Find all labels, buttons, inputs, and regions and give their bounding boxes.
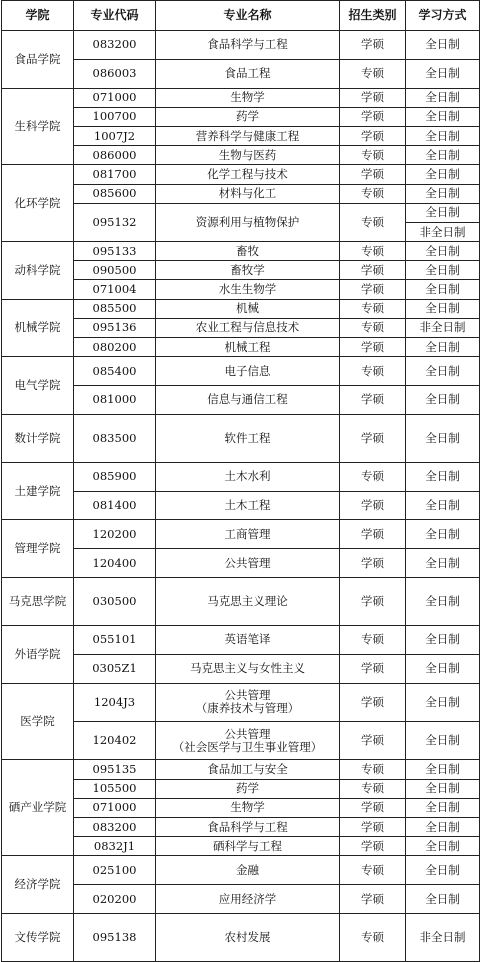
type-cell: 专硕 (340, 913, 406, 961)
type-cell: 专硕 (340, 59, 406, 88)
code-cell: 1204J3 (74, 683, 156, 721)
college-cell: 管理学院 (2, 520, 74, 578)
major-line: 公共管理 (224, 555, 271, 570)
table-row (2, 338, 480, 357)
major-line: 食品科学与工程 (207, 37, 288, 52)
header-major: 专业名称 (156, 1, 340, 31)
code-cell: 100700 (74, 107, 156, 126)
type-cell: 学硕 (340, 338, 406, 357)
type-cell: 专硕 (340, 779, 406, 798)
table-row (2, 386, 480, 415)
program-table (1, 0, 480, 962)
major-line: 食品工程 (224, 66, 271, 81)
type-cell: 学硕 (340, 414, 406, 462)
major-cell (156, 338, 340, 357)
type-cell: 专硕 (340, 242, 406, 261)
code-cell: 086000 (74, 146, 156, 165)
type-cell: 学硕 (340, 837, 406, 856)
table-row (2, 261, 480, 280)
mode-cell: 全日制 (406, 683, 480, 721)
college-cell: 机械学院 (2, 299, 74, 357)
mode-cell: 全日制 (406, 280, 480, 299)
table-row (2, 779, 480, 798)
major-cell (156, 280, 340, 299)
major-line: 材料与化工 (218, 186, 277, 201)
mode-cell: 全日制 (406, 760, 480, 779)
major-line: 食品科学与工程 (207, 819, 288, 834)
major-cell (156, 203, 340, 241)
type-cell: 专硕 (340, 299, 406, 318)
code-cell: 080200 (74, 338, 156, 357)
college-cell: 硒产业学院 (2, 760, 74, 856)
type-cell: 学硕 (340, 88, 406, 107)
table-row (2, 462, 480, 491)
mode-cell: 全日制 (406, 107, 480, 126)
major-cell (156, 578, 340, 626)
code-cell: 055101 (74, 626, 156, 655)
mode-cell: 全日制 (406, 578, 480, 626)
major-line: 公共管理 (224, 726, 271, 741)
code-cell: 081000 (74, 386, 156, 415)
table-row (2, 578, 480, 626)
code-cell: 1007J2 (74, 126, 156, 145)
mode-cell: 全日制 (406, 126, 480, 145)
code-cell: 020200 (74, 885, 156, 914)
table-row (2, 856, 480, 885)
table-row (2, 520, 480, 549)
college-cell: 土建学院 (2, 462, 74, 520)
major-line: 化学工程与技术 (207, 166, 288, 181)
major-line: 软件工程 (224, 430, 271, 445)
major-cell (156, 913, 340, 961)
code-cell: 095132 (74, 203, 156, 241)
type-cell: 专硕 (340, 357, 406, 386)
code-cell: 071000 (74, 88, 156, 107)
table-row (2, 146, 480, 165)
table-row (2, 683, 480, 721)
type-cell: 学硕 (340, 261, 406, 280)
college-cell: 经济学院 (2, 856, 74, 914)
mode-cell: 非全日制 (406, 222, 480, 241)
header-college: 学院 (2, 1, 74, 31)
major-line: 生物学 (230, 800, 265, 815)
header-row (2, 1, 480, 31)
table-row (2, 318, 480, 337)
mode-cell: 全日制 (406, 721, 480, 759)
type-cell: 学硕 (340, 798, 406, 817)
mode-cell: 全日制 (406, 626, 480, 655)
table-row (2, 654, 480, 683)
major-cell (156, 386, 340, 415)
table-row (2, 107, 480, 126)
major-cell (156, 357, 340, 386)
mode-cell: 全日制 (406, 549, 480, 578)
major-cell (156, 654, 340, 683)
table-row (2, 242, 480, 261)
type-cell: 学硕 (340, 721, 406, 759)
table-row (2, 414, 480, 462)
code-cell: 120200 (74, 520, 156, 549)
major-cell (156, 885, 340, 914)
major-cell (156, 798, 340, 817)
table-row (2, 126, 480, 145)
major-line: （社会医学与卫生事业管理） (172, 739, 323, 754)
major-cell (156, 721, 340, 759)
code-cell: 0832J1 (74, 837, 156, 856)
table-row (2, 203, 480, 222)
code-cell: 071004 (74, 280, 156, 299)
code-cell: 0305Z1 (74, 654, 156, 683)
type-cell: 学硕 (340, 817, 406, 836)
table-row (2, 837, 480, 856)
mode-cell: 全日制 (406, 462, 480, 491)
major-line: 马克思主义与女性主义 (190, 661, 305, 676)
mode-cell: 全日制 (406, 779, 480, 798)
college-cell: 文传学院 (2, 913, 74, 961)
major-line: 农业工程与信息技术 (195, 320, 300, 335)
table-row (2, 31, 480, 60)
type-cell: 专硕 (340, 146, 406, 165)
major-line: 应用经济学 (218, 891, 277, 906)
code-cell: 030500 (74, 578, 156, 626)
type-cell: 学硕 (340, 491, 406, 520)
mode-cell: 全日制 (406, 59, 480, 88)
major-line: 电子信息 (224, 363, 271, 378)
mode-cell: 全日制 (406, 885, 480, 914)
college-cell: 动科学院 (2, 242, 74, 300)
mode-cell: 全日制 (406, 654, 480, 683)
mode-cell: 全日制 (406, 520, 480, 549)
mode-cell: 全日制 (406, 88, 480, 107)
table-row (2, 280, 480, 299)
major-cell (156, 59, 340, 88)
table-row (2, 721, 480, 759)
mode-cell: 全日制 (406, 184, 480, 203)
mode-cell: 全日制 (406, 798, 480, 817)
mode-cell: 全日制 (406, 242, 480, 261)
header-code: 专业代码 (74, 1, 156, 31)
type-cell: 学硕 (340, 31, 406, 60)
mode-cell: 全日制 (406, 357, 480, 386)
major-cell (156, 549, 340, 578)
code-cell: 085600 (74, 184, 156, 203)
type-cell: 专硕 (340, 203, 406, 241)
major-cell (156, 520, 340, 549)
mode-cell: 非全日制 (406, 318, 480, 337)
college-cell: 马克思学院 (2, 578, 74, 626)
mode-cell: 全日制 (406, 491, 480, 520)
major-cell (156, 462, 340, 491)
major-line: 机械 (236, 301, 259, 316)
table-body (2, 31, 480, 962)
major-line: （康养技术与管理） (195, 701, 300, 716)
mode-cell: 全日制 (406, 203, 480, 222)
table-row (2, 817, 480, 836)
major-line: 英语笔译 (224, 632, 271, 647)
header-mode: 学习方式 (406, 1, 480, 31)
table-row (2, 491, 480, 520)
code-cell: 083200 (74, 817, 156, 836)
college-cell: 食品学院 (2, 31, 74, 89)
code-cell: 095133 (74, 242, 156, 261)
major-cell (156, 779, 340, 798)
major-line: 药学 (236, 109, 259, 124)
code-cell: 095138 (74, 913, 156, 961)
major-cell (156, 165, 340, 184)
major-cell (156, 817, 340, 836)
college-cell: 化环学院 (2, 165, 74, 242)
major-line: 药学 (236, 781, 259, 796)
mode-cell: 全日制 (406, 31, 480, 60)
college-cell: 生科学院 (2, 88, 74, 165)
table-row (2, 760, 480, 779)
table-row (2, 59, 480, 88)
table-row (2, 184, 480, 203)
code-cell: 086003 (74, 59, 156, 88)
code-cell: 120402 (74, 721, 156, 759)
major-cell (156, 760, 340, 779)
major-line: 土木水利 (224, 469, 271, 484)
table-row (2, 549, 480, 578)
type-cell: 专硕 (340, 318, 406, 337)
table-row (2, 357, 480, 386)
code-cell: 083200 (74, 31, 156, 60)
major-cell (156, 88, 340, 107)
type-cell: 学硕 (340, 126, 406, 145)
type-cell: 专硕 (340, 184, 406, 203)
major-cell (156, 242, 340, 261)
mode-cell: 全日制 (406, 338, 480, 357)
type-cell: 专硕 (340, 462, 406, 491)
code-cell: 025100 (74, 856, 156, 885)
major-cell (156, 126, 340, 145)
major-line: 硒科学与工程 (213, 838, 282, 853)
mode-cell: 全日制 (406, 386, 480, 415)
code-cell: 085500 (74, 299, 156, 318)
major-line: 土木工程 (224, 498, 271, 512)
major-line: 马克思主义理论 (207, 594, 288, 608)
major-cell (156, 318, 340, 337)
major-line: 机械工程 (224, 339, 271, 354)
code-cell: 085400 (74, 357, 156, 386)
major-line: 工商管理 (224, 526, 271, 541)
table-row (2, 165, 480, 184)
header-type: 招生类别 (340, 1, 406, 31)
type-cell: 学硕 (340, 578, 406, 626)
type-cell: 学硕 (340, 885, 406, 914)
table-row (2, 913, 480, 961)
mode-cell: 全日制 (406, 165, 480, 184)
code-cell: 081400 (74, 491, 156, 520)
mode-cell: 非全日制 (406, 913, 480, 961)
major-line: 生物与医药 (218, 147, 277, 162)
mode-cell: 全日制 (406, 856, 480, 885)
type-cell: 学硕 (340, 280, 406, 299)
major-line: 资源利用与植物保护 (195, 214, 300, 229)
code-cell: 105500 (74, 779, 156, 798)
major-cell (156, 107, 340, 126)
major-cell (156, 683, 340, 721)
type-cell: 专硕 (340, 626, 406, 655)
type-cell: 学硕 (340, 549, 406, 578)
major-line: 农村发展 (224, 929, 271, 944)
major-cell (156, 146, 340, 165)
code-cell: 071000 (74, 798, 156, 817)
major-line: 金融 (236, 862, 259, 877)
major-line: 公共管理 (224, 688, 271, 703)
major-line: 营养科学与健康工程 (195, 128, 300, 143)
type-cell: 专硕 (340, 856, 406, 885)
major-cell (156, 184, 340, 203)
mode-cell: 全日制 (406, 817, 480, 836)
major-cell (156, 626, 340, 655)
type-cell: 学硕 (340, 683, 406, 721)
college-cell: 外语学院 (2, 626, 74, 684)
college-cell: 医学院 (2, 683, 74, 760)
mode-cell: 全日制 (406, 261, 480, 280)
major-line: 畜牧 (236, 243, 259, 258)
table-row (2, 798, 480, 817)
type-cell: 学硕 (340, 386, 406, 415)
type-cell: 学硕 (340, 165, 406, 184)
code-cell: 083500 (74, 414, 156, 462)
mode-cell: 全日制 (406, 146, 480, 165)
mode-cell: 全日制 (406, 299, 480, 318)
major-cell (156, 856, 340, 885)
major-cell (156, 299, 340, 318)
major-cell (156, 31, 340, 60)
table-row (2, 885, 480, 914)
code-cell: 120400 (74, 549, 156, 578)
college-cell: 电气学院 (2, 357, 74, 415)
major-line: 生物学 (230, 90, 265, 105)
mode-cell: 全日制 (406, 837, 480, 856)
major-cell (156, 837, 340, 856)
type-cell: 专硕 (340, 760, 406, 779)
code-cell: 095136 (74, 318, 156, 337)
code-cell: 081700 (74, 165, 156, 184)
table-row (2, 299, 480, 318)
type-cell: 学硕 (340, 520, 406, 549)
major-line: 信息与通信工程 (207, 392, 288, 407)
major-cell (156, 261, 340, 280)
table-row (2, 626, 480, 655)
major-line: 畜牧学 (230, 262, 265, 277)
college-cell: 数计学院 (2, 414, 74, 462)
mode-cell: 全日制 (406, 414, 480, 462)
code-cell: 085900 (74, 462, 156, 491)
table-row (2, 88, 480, 107)
major-line: 食品加工与安全 (207, 761, 288, 776)
type-cell: 学硕 (340, 654, 406, 683)
major-cell (156, 414, 340, 462)
major-cell (156, 491, 340, 520)
code-cell: 090500 (74, 261, 156, 280)
type-cell: 学硕 (340, 107, 406, 126)
major-line: 水生生物学 (218, 282, 277, 297)
code-cell: 095135 (74, 760, 156, 779)
